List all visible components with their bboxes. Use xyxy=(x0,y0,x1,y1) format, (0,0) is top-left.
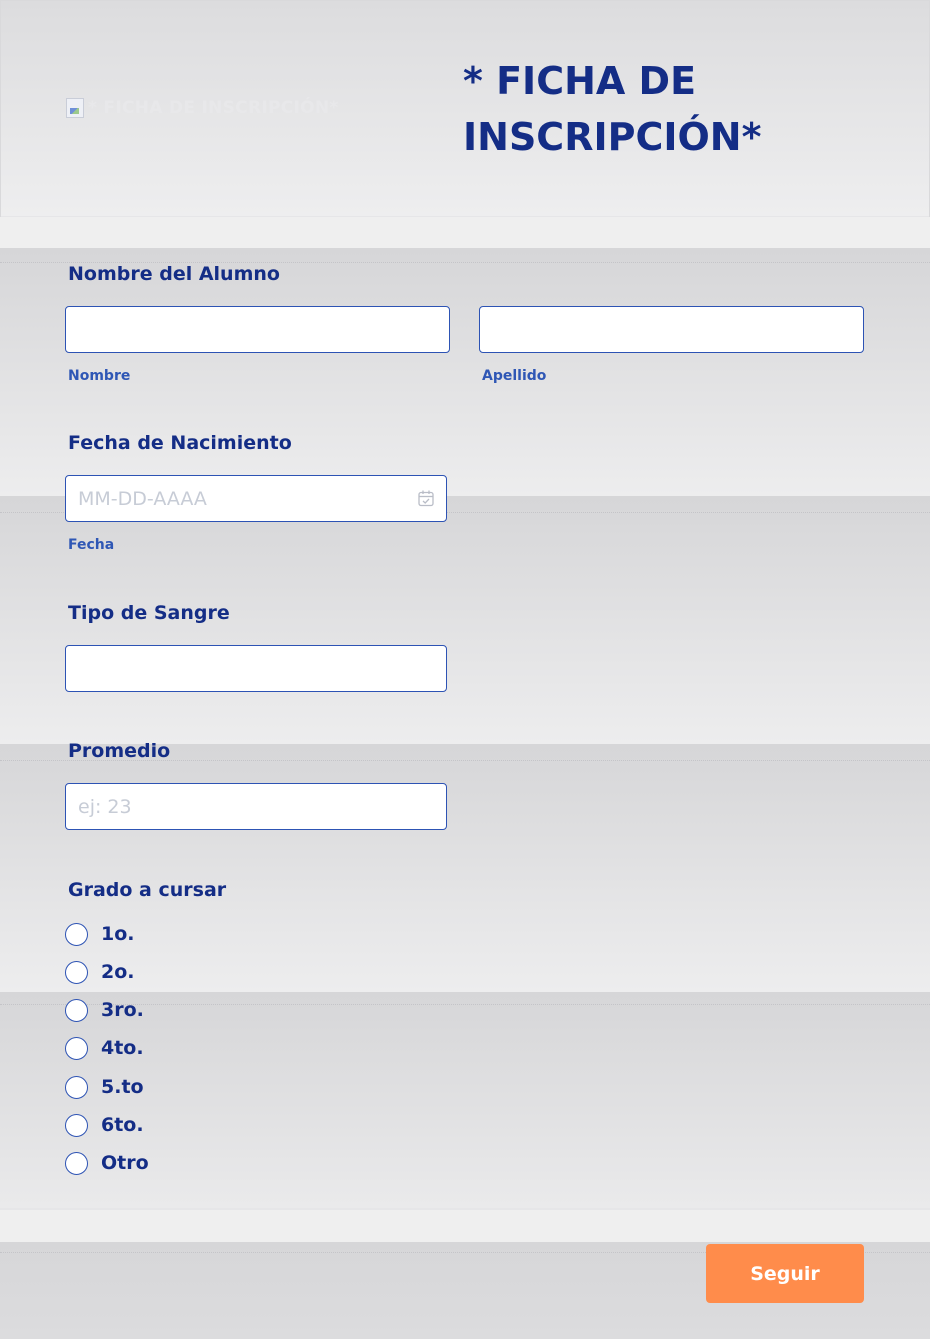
header-logo xyxy=(66,97,339,119)
section-background xyxy=(0,744,930,992)
radio-button[interactable] xyxy=(65,999,88,1022)
form-header xyxy=(1,1,929,218)
grade-option-label: 4to. xyxy=(101,1037,144,1059)
first-name-sublabel: Nombre xyxy=(68,368,131,384)
calendar-icon[interactable] xyxy=(418,490,434,507)
grade-option-label: 6to. xyxy=(101,1114,144,1136)
radio-button[interactable] xyxy=(65,1114,88,1137)
birthdate-sublabel: Fecha xyxy=(68,537,115,553)
form-title: * FICHA DE INSCRIPCIÓN* xyxy=(463,59,762,159)
next-button[interactable]: Seguir xyxy=(706,1244,864,1303)
header-spacer xyxy=(0,217,930,248)
grade-option[interactable] xyxy=(65,958,135,986)
grade-option-label: 2o. xyxy=(101,961,135,983)
blood-type-label: Tipo de Sangre xyxy=(68,602,230,624)
last-name-sublabel: Apellido xyxy=(482,368,547,384)
blood-type-input[interactable] xyxy=(65,645,447,692)
grade-option[interactable] xyxy=(65,1073,144,1101)
radio-button[interactable] xyxy=(65,923,88,946)
first-name-input[interactable] xyxy=(65,306,450,353)
grade-option-label: 3ro. xyxy=(101,999,144,1021)
grade-option-label: 5.to xyxy=(101,1076,144,1098)
footer-spacer xyxy=(0,1208,930,1242)
average-input[interactable] xyxy=(65,783,447,830)
grade-option[interactable] xyxy=(65,1111,144,1139)
grade-option-label: 1o. xyxy=(101,923,135,945)
grade-option-label: Otro xyxy=(101,1152,149,1174)
average-placeholder: ej: 23 xyxy=(78,795,132,818)
grade-option[interactable] xyxy=(65,920,135,948)
average-label: Promedio xyxy=(68,740,171,762)
student-name-label: Nombre del Alumno xyxy=(68,263,280,285)
section-background xyxy=(0,248,930,496)
birthdate-label: Fecha de Nacimiento xyxy=(68,432,292,454)
grade-label: Grado a cursar xyxy=(68,879,227,901)
radio-button[interactable] xyxy=(65,1037,88,1060)
radio-button[interactable] xyxy=(65,961,88,984)
grade-option[interactable] xyxy=(65,1149,149,1177)
last-name-input[interactable] xyxy=(479,306,864,353)
birthdate-placeholder: MM-DD-AAAA xyxy=(78,487,207,510)
grade-option[interactable] xyxy=(65,1034,144,1062)
logo-alt-text: * FICHA DE INSCRIPCIÓN* xyxy=(88,98,339,118)
radio-button[interactable] xyxy=(65,1152,88,1175)
grade-option[interactable] xyxy=(65,996,144,1024)
radio-button[interactable] xyxy=(65,1076,88,1099)
birthdate-input[interactable] xyxy=(65,475,447,522)
broken-image-icon xyxy=(66,98,84,118)
